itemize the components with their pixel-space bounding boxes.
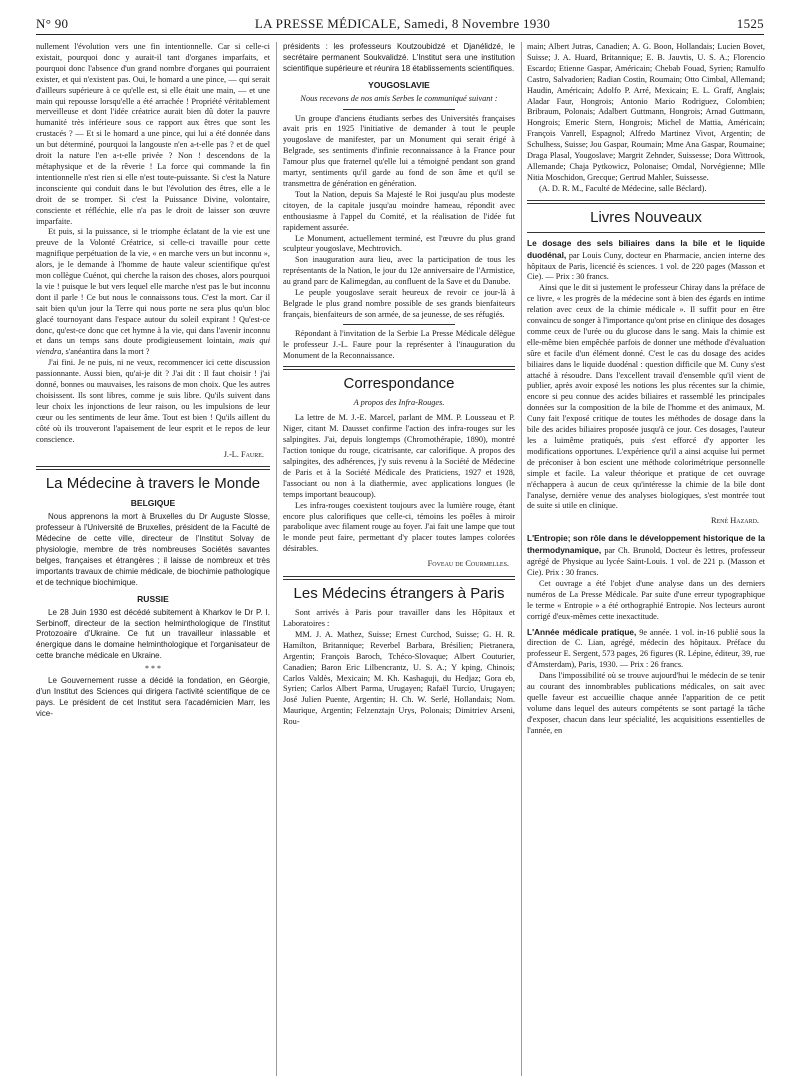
journal-title: LA PRESSE MÉDICALE, Samedi, 8 Novembre 1930 [254,16,551,31]
separator-stars: * * * [145,664,161,674]
paragraph: Cet ouvrage a été l'objet d'une analyse dans un des derniers numéros de La Presse Médicale. Par suite d'une erreur typographique le terme « Entropie » a été orthographié Entropie. Nos lecteurs auront corrigé d'eux-mêmes cette inexactitude. [527,578,765,621]
signature: J.-L. Faure. [223,449,264,459]
paragraph: La lettre de M. J.-E. Marcel, parlant de MM. P. Lousseau et P. Niger, citant M. Dausset confirme l'action des infra-rouges sur les salpingites. J'ai, depuis longtemps (Chromothérapie, 1890), montré l'action tonique du rouge, cicatrisante, car calorifique. A propos des salpingites, des adhérences, j'y suis revenu à la Société de Médecine de Paris et à la Société Médicale des Praticiens, 1927 et 1928, l'associant ou non à la diathermie, avec applications longues (le temps important beaucoup). [283,413,515,499]
paragraph: Le 28 Juin 1930 est décédé subitement à Kharkov le Dr P. I. Serbinoff, directeur de la section helminthologique de l'Institut Protozoaire d'Ukraine. Ce fut un travailleur inlassable et énergique dans le domaine helminthologique et l'organisateur de cette branche médicale en Ukraine. [36,607,270,661]
column-2 [283,42,515,1076]
section-title: Correspondance [343,375,455,393]
paragraph: Les infra-rouges coexistent toujours avec la lumière rouge, étant encore plus calorifiques que celle-ci, témoins les poêles à miroir parabolique avec filament rouge au foyer. J'ai fait une lampe que tout le monde peut faire, permettant d'y placer toutes lampes colorées désirables. [283,500,515,554]
page-number: 1525 [736,16,764,31]
book-entry: Le dosage des sels biliaires dans la bile et le liquide duodénal, par Louis Cuny, docteur en Pharmacie, ancien interne des hôpitaux de Paris, licencié ès sciences. 1 vol. de 220 pages (Masson et Cie). — Prix : 30 francs. [527,237,765,282]
page-header [36,8,764,32]
paragraph: Dans l'impossibilité où se trouve aujourd'hui le médecin de se tenir au courant des innombrables publications médicales, on sait avec quelle faveur est accueillie chaque année l'apparition de ce petit volume dans lequel des auteurs compétents se sont partagé la tâche d'exposer, chacun dans leur spécialité, les acquisitions essentielles de l'année, en [527,671,765,735]
section-title: Livres Nouveaux [590,208,702,226]
column-divider [521,42,522,1076]
paragraph: nullement l'évolution vers une fin intentionnelle. Car si celle-ci existait, pourquoi donc y aurait-il tant d'organes imparfaits, et pourquoi donc l'absence d'un grand nombre d'organes qui pourraient exister, et qui n'existent pas. Oui, le homard a une pince, — qui serait d'ailleurs supérieure à ce qu'elle est, si elle était une main, — et une main qui repousse lorsqu'elle a été arrachée ! Propriété véritablement merveilleuse et dont l'idée créatrice aurait bien dû doter la pauvre humanité très inférieure sous ce rapport aux êtres que sont les crustacés ? — Et si le homard a une pince, qui lui a été donnée dans un but déterminé, pourquoi la langouste n'en a-t-elle pas ? et de quel droit la nature l'en a-t-elle privée ? Non ! descendons de la métaphysique et de la rêverie ! La force qui commande la fin intentionnelle n'est rien si elle n'est toute-puissante. Si c'est la Nature inconsciente qui conduit dans le but l'évolution des êtres, elle a le droit de se tromper. Si c'est la Puissance Divine, volontaire, consciente et réfléchie, elle n'a pas le droit de laisser son œuvre imparfaite. [36,42,270,226]
section-title: Les Médecins étrangers à Paris [293,585,505,603]
column-3 [527,42,765,1076]
short-rule [343,324,455,325]
country-heading: RUSSIE [137,593,169,604]
paragraph: Nous apprenons la mort à Bruxelles du Dr Auguste Slosse, professeur à l'Université de Bruxelles, président de la Faculté de Médecine de cette ville, directeur de l'Institut Solvay de physiologie, membre de très nombreuses Sociétés savantes belges, françaises et étrangères ; il laisse de nombreux et très importants travaux de chimie médicale, de biochimie pathologique et de technique biochimique. [36,512,270,587]
country-heading: YOUGOSLAVIE [368,79,430,90]
paragraph: Le Monument, actuellement terminé, est l'œuvre du plus grand sculpteur yougoslave, Mechtrovich. [283,233,515,254]
section-rule [527,200,765,204]
paragraph: Le Gouvernement russe a décidé la fondation, en Géorgie, d'un Institut des Sciences qui dirigera l'activité scientifique de ce pays. Le président de cet Institut sera l'académicien Marr, les vice- [36,676,270,718]
book-entry: L'Année médicale pratique, 9e année. 1 vol. in-16 publié sous la direction de C. Lian, agrégé, médecin des hôpitaux. Préface du professeur E. Sergent, 573 pages, 26 figures (R. Lépine, éditeur, 39, rue d'Amsterdam), Paris, 1930. — Prix : 26 francs. [527,626,765,670]
signature: Foveau de Courmelles. [427,559,509,569]
section-rule [283,366,515,370]
section-rule [283,576,515,580]
paragraph: Le peuple yougoslave serait heureux de revoir ce jour-là à Belgrade le plus grand nombre possible de ses grands bienfaiteurs français, bienfaiteurs de son armée, de sa jeunesse, de ses réfugiés. [283,288,515,319]
paragraph: Répondant à l'invitation de la Serbie La Presse Médicale délègue le professeur J.-L. Faure pour la représenter à l'inauguration du Monument de la Reconnaissance. [283,328,515,360]
country-heading: BELGIQUE [130,498,176,509]
section-rule [36,466,270,470]
paragraph: présidents : les professeurs Koutzoubidzé et Djanélidzé, le secrétaire permanent Soukvalidzé. L'Institut sera une institution scientifique supérieure et réunira 18 établissements scientifiques. [283,42,515,73]
section-title: La Médecine à travers le Monde [45,475,261,493]
paragraph: Ainsi que le dit si justement le professeur Chiray dans la préface de ce livre, « les progrès de la médecine sont à bien des égards en intime relation avec ceux de la chimie médicale ». Il suffit pour en être convaincu de songer à l'importance qu'ont prise en clinique des dosages comme ceux de l'urée ou du glucose dans le sang. Mais la chimie est elle-même bien empêchée parfois de donner une méthode d'évaluation sûre et facile d'un élément donné. C'est le cas du dosage des acides biliaires dans le liquide duodénal : question difficile que M. Cuny s'est attaché à résoudre. Dans l'excellent travail d'ensemble qu'il vient de publier, après avoir exposé les notions les plus récentes sur la chimie, encore si peu connue des acides biliaires et rassemblé les principales données sur la composition de la bile de l'homme et des animaux, M. Cuny fait l'exposé critique de toutes les méthodes de dosage dans la bile des acides biliaires proposée jusqu'à ce jour. Ces dosages, l'auteur les a luimême pratiqués, puis s'est efforcé d'y apporter les modifications opportunes. L'expérience qu'il a ainsi acquise lui permet de préconiser à bon escient une méthode colorimétrique personnelle simple et facile. La valeur théorique et pratique de cet ouvrage n'échappera à aucun de ceux qu'intéresse la chimie de la bile dont l'analyse, dernière venue des analyses biologiques, s'est montrée tout de suite si utile en clinique. [527,283,765,511]
paragraph: Et puis, si la puissance, si le triomphe éclatant de la vie est une preuve de la Volonté Créatrice, si celle-ci travaille pour cette magnifique perpétuation de la vie, « en marche vers un but inconnu », alors, je le demande à l'homme de haute valeur scientifique qu'est mon collègue Cuénot, qui cherche la raison des choses, alors pourquoi la vie ! puisque le but vers lequel elle marche n'est pas le but inconnu dont il parle ! Ce but nous le connaissons tous. C'est la mort. Car il sait bien qu'un jour la Terre qui nous porte ne sera plus qu'un bloc glacé tournoyant dans l'espace autour du soleil expirant ! Qu'est-ce donc, qu'est-ce donc que cet hymne à la vie, qui dans l'avenir inconnu et dans un temps sans doute prodigieusement lointain, mais qui viendra, s'anéantira dans la mort ? [36,227,270,357]
rule [527,232,765,233]
column-1 [36,42,270,1076]
signature: René Hazard. [710,516,759,526]
column-divider [276,42,277,1076]
book-entry: L'Entropie; son rôle dans le développement historique de la thermodynamique, par Ch. Brunold, Docteur ès lettres, professeur agrégé de Physique au lycée Saint-Louis. 1 vol. de 221 p. (Masson et Cie). Prix : 30 francs. [527,533,765,577]
paragraph: Sont arrivés à Paris pour travailler dans les Hôpitaux et Laboratoires : [283,608,515,628]
short-rule [343,109,455,110]
paragraph: Un groupe d'anciens étudiants serbes des Universités françaises avait pris en 1925 l'initiative de demander à tout le peuple yougoslave de manifester, par un Monument qui serait érigé à Belgrade, ses sentiments d'infinie reconnaissance à la France pour l'amour plus que fraternel qu'elle lui a témoigné pendant son grand martyr, sentiments qu'il garde au fond de son âme et qu'il se transmettra de génération en génération. [283,113,515,188]
paragraph: MM. J. A. Mathez, Suisse; Ernest Curchod, Suisse; G. H. R. Hamilton, Britannique; Reverbel Barbara, Brésilien; Pietranera, Argentin; François Baroch, Tchéco-Slovaque; Albert Couturier, Canadien; Baron Eric Lilbencrantz, U. S. A.; Y kping, Chinois; Carlos Valdès, Mexicain; M. Kh. Kashaguji, du Hedjaz; Gora eb, Syrien; Carlos Albert Parma, Urugayen; Rafaël Turcio, Urugayen; José Julien Puente, Argentin; H. Ch. W. Serlé, Hollandais; Nom. Maurique, Argentin; Felzenztajn Urys, Polonais; Dimitriev Arseni, Rou- [283,629,515,727]
paragraph: main; Albert Jutras, Canadien; A. G. Boon, Hollandais; Lucien Bovet, Suisse; J. A. Huard, Britannique; E. B. Jauvtis, U. S. A.; Florencio Escardo; Etienne Gaspar, Américain; Chebab Fouad, Syrien; Ramulfo Castro, Salvadorien; Radian Costin, Roumain; Otto Cimbal, Allemand; Haudin, Américain; Adolfo P. Arré, Mexicain; E. L. Graff, Anglais; Aladar Faur, Hongrois; Antonio Mario Rodriguez, Colombien; Bribraum, Polonais; Adalbert Guttmann, Hongrois; Arnad Guttmann, Hongrois; Emeric Stern, Hongrois; Michel de Mattia, Américain; François Vanrell, Espagnol; Alfredo Martinez Vivot, Argentin; de Schulhess, Suisse; Jou Gaspar, Roumain; Mme Ana Gaspar, Roumaine; Draga Plasal, Yougoslave; Margrit Zehnder, Suissesse; Dora Wittrook, Allemande; Chaja Pytkowicz, Polonaise; Omdal, Norvégienne; Mlle Nitia Moschidon, Grecque; Gertrud Mahler, Suissesse. [527,42,765,182]
paragraph: Tout la Nation, depuis Sa Majesté le Roi jusqu'au plus modeste citoyen, de la capitale jusqu'au moindre hameau, répondit avec enthousiasme à l'appel du Comité, et la réalisation de l'idée fut rapidement assurée. [283,189,515,232]
header-rule [36,34,764,35]
paragraph: J'ai fini. Je ne puis, ni ne veux, recommencer ici cette discussion passionnante. Aussi bien, qu'ai-je dit ? J'ai dit : Il faut choisir ! j'ai donné, bonnes ou mauvaises, les raisons de mon choix. Que les autres choisissent. Ils sont libres, comme je suis libre. Qu'ils suivent dans leur choix les injonctions de leur raison, ou les impulsions de leur cœur ou les sentiments de leur âme. Tout est bien ! Qu'ils aillent du côté où ils trouveront l'apaisement de leur esprit et le repos de leur conscience. [36,358,270,444]
paragraph: (A. D. R. M., Faculté de Médecine, salle Béclard). [539,183,707,193]
communique-intro: Nous recevons de nos amis Serbes le communiqué suivant : [300,93,498,103]
subsection-title: A propos des Infra-Rouges. [353,398,445,408]
paragraph: Son inauguration aura lieu, avec la participation de tous les représentants de la Nation, le jour du 12e anniversaire de l'Armistice, au grand parc de Kalimegdan, au confluent de la Save et du Danube. [283,255,515,287]
issue-number: N° 90 [36,16,69,31]
